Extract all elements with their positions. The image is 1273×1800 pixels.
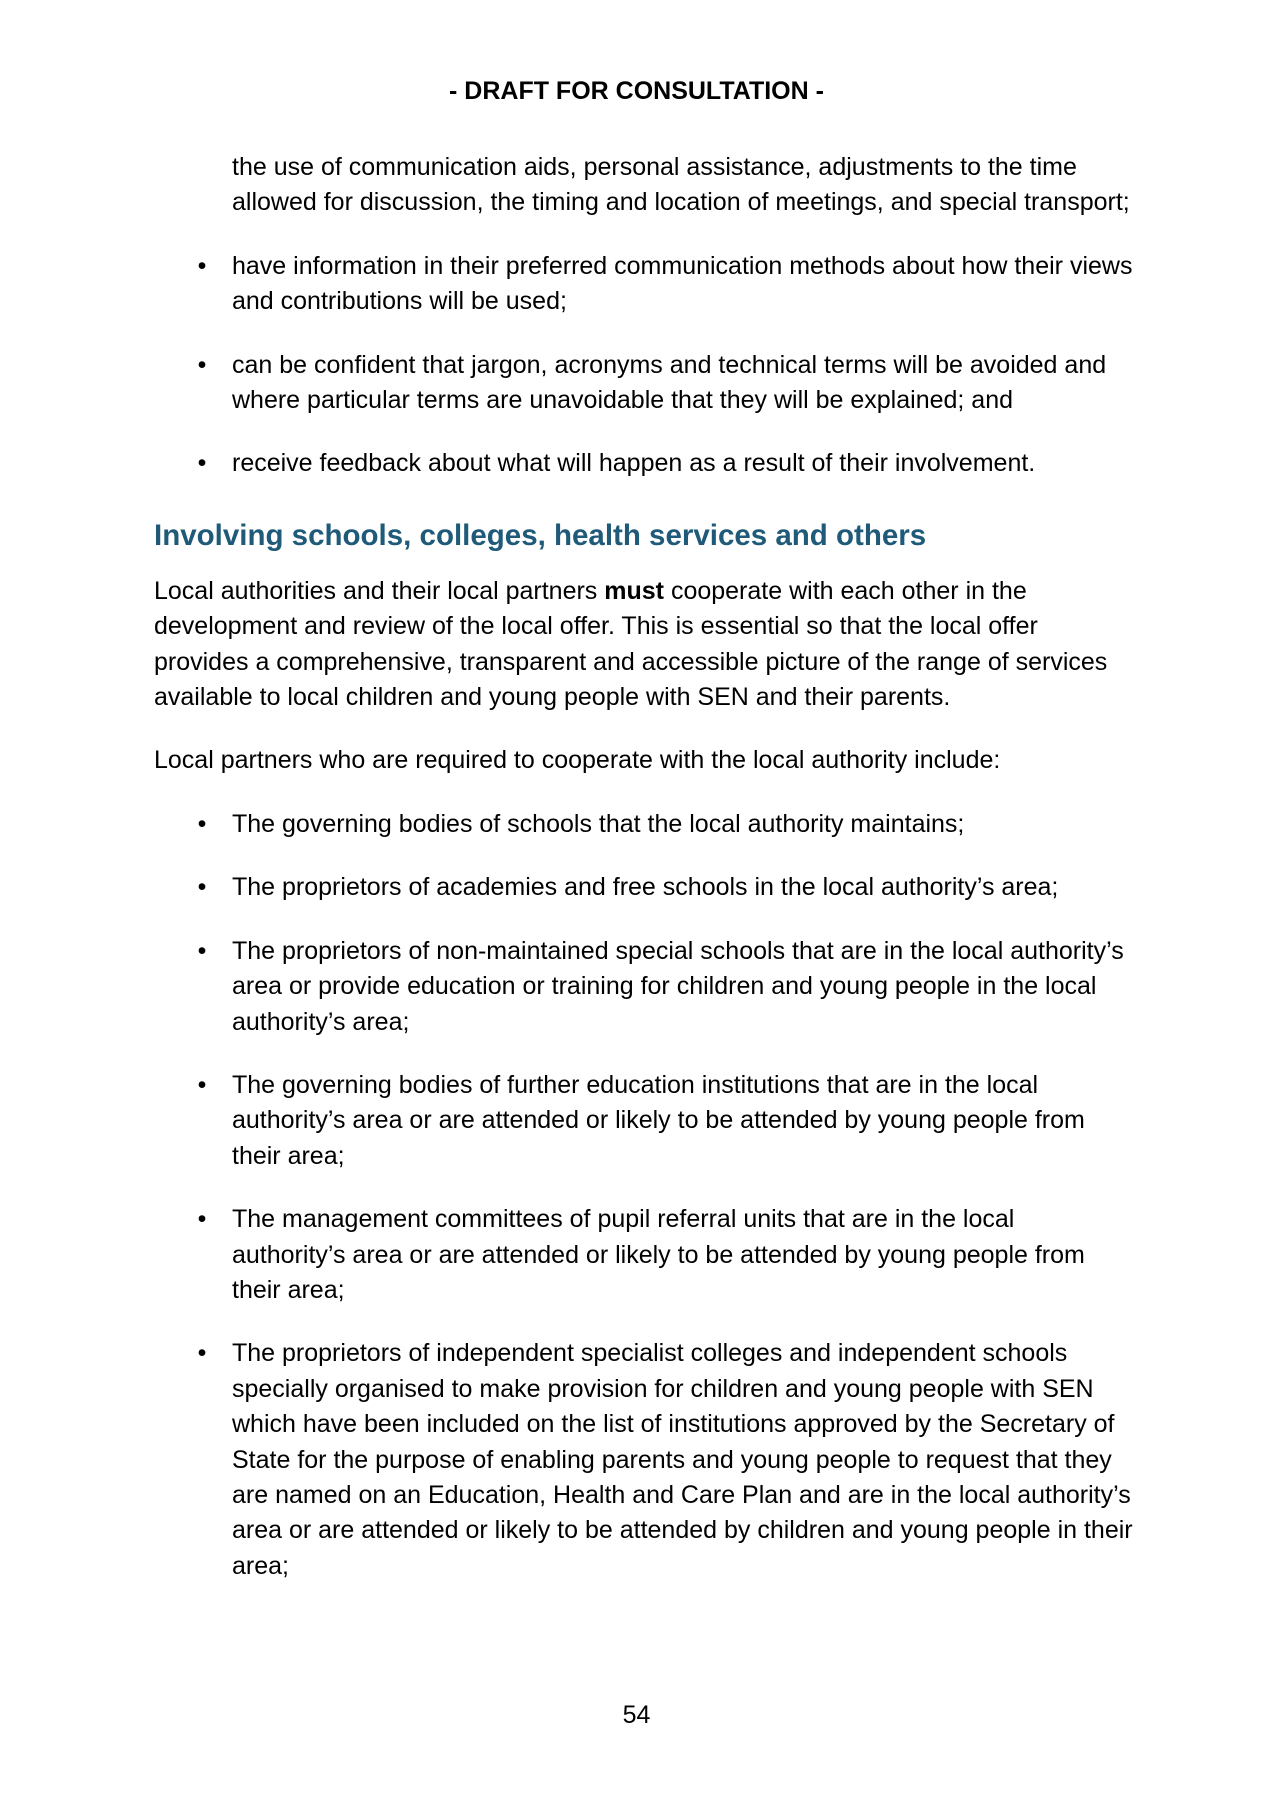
list-item	[154, 807, 1134, 842]
bullet-icon: •	[197, 449, 207, 478]
bullet-icon: •	[197, 809, 207, 838]
list-item-text: receive feedback about what will happen as a result of their involvement.	[232, 449, 1036, 478]
partners-bullet-list	[154, 807, 1134, 1584]
bullet-icon: •	[197, 350, 207, 379]
list-item-text: The proprietors of academies and free schools in the local authority’s area;	[232, 873, 1059, 902]
bullet-icon: •	[197, 873, 207, 902]
list-item-text: The proprietors of non-maintained special schools that are in the local authority’s area or provide education or training for children and young people in the local authority’s area;	[232, 936, 1124, 1036]
document-body	[154, 150, 1134, 1612]
list-item-text: The management committees of pupil referral units that are in the local authority’s area or are attended or likely to be attended by young people from their area;	[232, 1205, 1085, 1304]
bullet-icon: •	[197, 1339, 207, 1368]
list-item-text: The governing bodies of schools that the local authority maintains;	[232, 809, 965, 838]
list-item	[154, 348, 1134, 419]
list-item	[154, 870, 1134, 905]
paragraph-text: cooperate with each other in the development and review of the local offer. This is essential so that the local offer provides a comprehensive, transparent and accessible picture of the range of services available to local children and young people with SEN and their parents.	[154, 576, 1108, 712]
list-item	[154, 934, 1134, 1040]
list-item	[154, 1068, 1134, 1174]
list-item	[154, 1202, 1134, 1308]
bullet-icon: •	[197, 1205, 207, 1234]
paragraph-text: Local authorities and their local partners	[154, 576, 605, 605]
list-item	[154, 249, 1134, 320]
list-item-text: have information in their preferred communication methods about how their views and contributions will be used;	[232, 251, 1133, 316]
list-item	[154, 1336, 1134, 1584]
list-item-text: can be confident that jargon, acronyms and technical terms will be avoided and where particular terms are unavoidable that they will be explained; and	[232, 350, 1107, 415]
list-item-text: The governing bodies of further education institutions that are in the local authority’s area or are attended or likely to be attended by young people from their area;	[232, 1070, 1085, 1170]
bullet-icon: •	[197, 251, 207, 280]
list-item-continuation: the use of communication aids, personal assistance, adjustments to the time allowed for discussion, the timing and location of meetings, and special transport;	[232, 153, 1130, 217]
page-header: - DRAFT FOR CONSULTATION -	[449, 77, 824, 105]
bullet-icon: •	[197, 936, 207, 965]
list-item-text: The proprietors of independent specialist colleges and independent schools specially organised to make provision for children and young people with SEN which have been included on the list of institutions approved by the Secretary of State for the purpose of enabling parents and young people to request that they are named on an Education, Health and Care Plan and are in the local authority’s area or are attended or likely to be attended by children and young people in their area;	[232, 1339, 1133, 1580]
list-item	[154, 446, 1134, 481]
section-heading: Involving schools, colleges, health services and others	[154, 518, 927, 552]
cooperation-paragraph	[154, 574, 1134, 716]
page-number: 54	[622, 1701, 651, 1729]
bullet-icon: •	[197, 1070, 207, 1099]
emphasis-must: must	[604, 576, 664, 605]
involvement-bullet-list	[154, 249, 1134, 482]
partners-intro-paragraph: Local partners who are required to cooperate with the local authority include:	[154, 746, 1001, 775]
